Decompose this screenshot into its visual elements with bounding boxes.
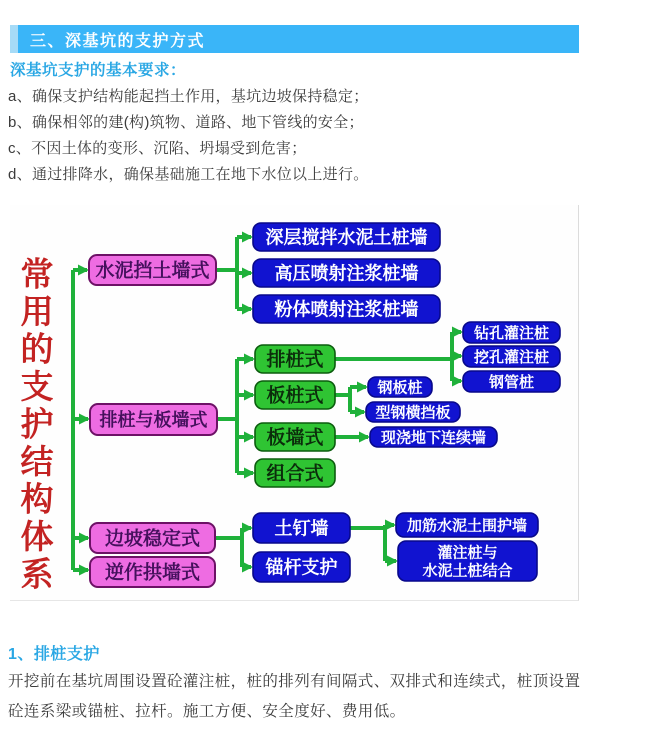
node-label: 加筋水泥土围护墙: [406, 517, 528, 535]
node-row-pile: [255, 345, 335, 373]
node-cast-pile-cement-combo: [398, 541, 537, 581]
requirements-list: [8, 84, 369, 188]
node-label: 锚杆支护: [265, 557, 338, 578]
node-deep-mixing: [253, 223, 440, 251]
diagram-svg: [10, 205, 578, 600]
diagram-root-label-char: 体: [20, 517, 54, 557]
diagram-root-label-char: 常: [20, 254, 54, 294]
node-combined: [255, 459, 335, 487]
node-label: 深层搅拌水泥土桩墙: [265, 227, 428, 248]
requirement-item: d、通过排降水，确保基础施工在地下水位以上进行。: [8, 166, 369, 183]
diagram-root-label-char: 系: [20, 554, 54, 594]
section-title: 三、深基坑的支护方式: [30, 32, 206, 50]
node-label: 型钢横挡板: [375, 404, 451, 422]
node-label: 排桩式: [266, 349, 324, 371]
requirement-item: b、确保相邻的建(构)筑物、道路、地下管线的安全；: [8, 114, 364, 131]
node-plate-wall: [255, 423, 335, 451]
node-soil-nail-wall: [253, 513, 350, 543]
node-steel-sheet-pile: [368, 377, 432, 397]
support-structure-diagram: [10, 205, 579, 601]
node-section-steel-board: [366, 402, 460, 422]
node-dug-pile: [463, 346, 560, 367]
subsection-paragraph: 开挖前在基坑周围设置砼灌注桩，桩的排列有间隔式、双排式和连续式，桩顶设置砼连系梁或锚桩、拉杆。施工方便、安全度好、费用低。: [8, 673, 581, 720]
node-label: 土钉墙: [274, 518, 329, 539]
diagram-root-label-char: 用: [20, 292, 54, 332]
node-anchor-support: [253, 552, 350, 582]
node-reinforced-cement-wall: [396, 513, 538, 537]
node-label: 粉体喷射注浆桩墙: [274, 299, 419, 320]
node-label: 逆作拱墙式: [104, 562, 201, 584]
node-diaphragm-wall: [370, 427, 497, 447]
diagram-root-label-char: 结: [20, 442, 54, 482]
node-label: 组合式: [266, 463, 324, 485]
node-cement-wall: [89, 255, 216, 285]
diagram-root-label-char: 构: [20, 479, 54, 519]
node-powder-jet: [253, 295, 440, 323]
diagram-root-label-char: 的: [20, 329, 54, 369]
node-label: 水泥土桩结合: [422, 562, 513, 580]
node-label: 水泥挡土墙式: [95, 260, 210, 282]
subsection-heading: 1、排桩支护: [8, 646, 100, 663]
node-label: 排桩与板墙式: [99, 409, 208, 430]
section-header: [10, 25, 579, 53]
diagram-root-label-char: 支: [20, 367, 54, 407]
node-label: 板桩式: [266, 385, 324, 407]
node-label: 高压喷射注浆桩墙: [274, 263, 419, 284]
node-sheet-pile: [255, 381, 335, 409]
node-reverse-arch-wall: [90, 557, 215, 587]
node-label: 钢管桩: [488, 373, 535, 391]
node-pile-and-wall: [90, 404, 217, 435]
node-label: 挖孔灌注桩: [473, 348, 550, 366]
requirement-item: c、不因土体的变形、沉陷、坍塌受到危害；: [8, 140, 307, 157]
node-steel-pipe-pile: [463, 371, 560, 392]
node-label: 板墙式: [266, 427, 324, 449]
requirements-heading: 深基坑支护的基本要求：: [10, 62, 187, 79]
node-label: 钻孔灌注桩: [473, 324, 550, 342]
header-accent-bar: [10, 25, 18, 53]
node-slope-stability: [90, 523, 215, 553]
node-bored-pile: [463, 322, 560, 343]
node-label: 现浇地下连续墙: [380, 429, 487, 447]
node-label: 灌注桩与: [437, 544, 498, 562]
requirement-item: a、确保支护结构能起挡土作用，基坑边坡保持稳定；: [8, 88, 369, 105]
diagram-root-label-char: 护: [20, 404, 54, 444]
node-label: 边坡稳定式: [104, 528, 201, 550]
node-label: 钢板桩: [377, 379, 423, 397]
node-high-pressure-jet: [253, 259, 440, 287]
